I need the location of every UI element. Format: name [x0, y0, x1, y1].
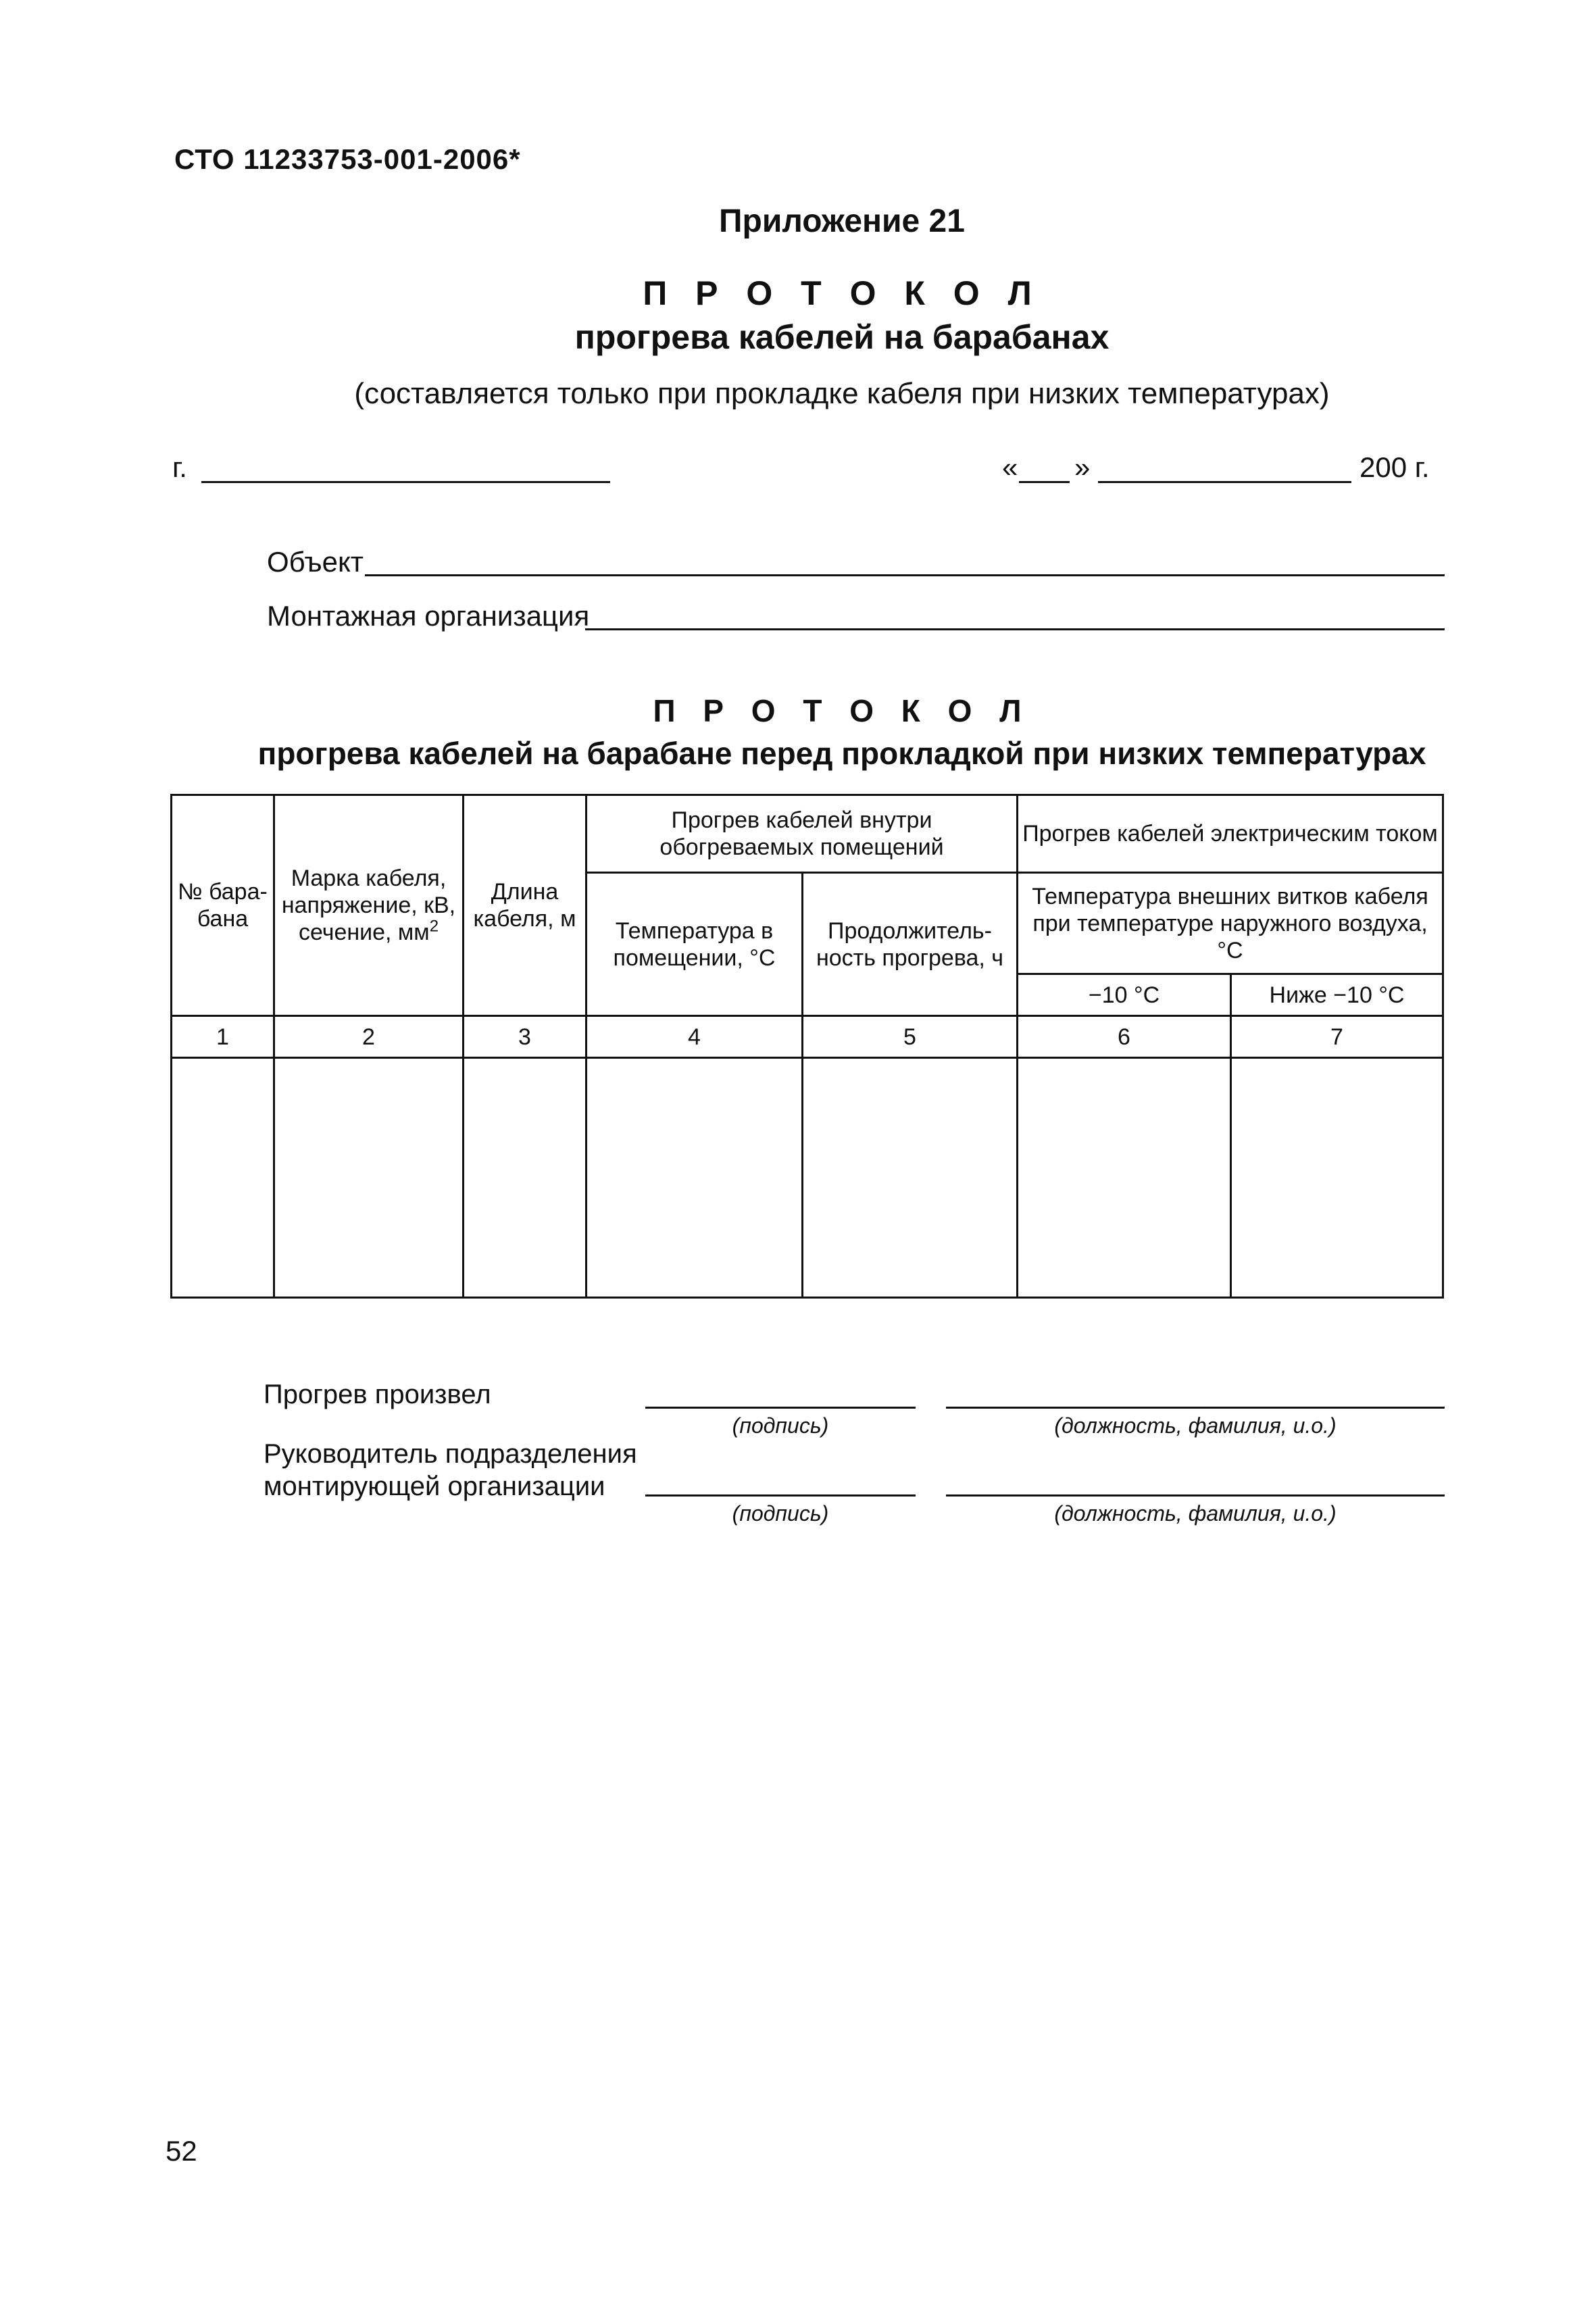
- head-signature-field[interactable]: [645, 1494, 916, 1496]
- signature-caption: (подпись): [732, 1501, 829, 1526]
- performer-position-field[interactable]: [946, 1407, 1445, 1409]
- table-protocol-title: П Р О Т О К О Л: [653, 693, 1031, 728]
- group-inside-header: Прогрев кабелей внутри обогреваемых помещений: [587, 795, 1018, 873]
- date-quote-open: «: [1002, 451, 1018, 483]
- date-quote-close: »: [1074, 451, 1091, 483]
- head-label-line2: монтирующей организации: [264, 1472, 605, 1501]
- date-month-field[interactable]: [1098, 481, 1351, 483]
- head-label-line1: Руководитель подразделения: [264, 1439, 637, 1469]
- table-protocol-subject: прогрева кабелей на барабане перед прокладкой при низких температурах: [257, 736, 1426, 771]
- col-duration-header: Продолжитель-ность прогрева, ч: [803, 873, 1018, 1016]
- col-drum-number-header: № бара-бана: [172, 795, 274, 1016]
- signature-caption: (подпись): [732, 1413, 829, 1438]
- object-label: Объект: [267, 546, 364, 578]
- column-number: 2: [274, 1016, 464, 1058]
- electric-sub-header: Температура внешних витков кабеля при температуре наружного воздуха, °С: [1018, 873, 1443, 974]
- col-cable-brand-header: Марка кабеля, напряжение, кВ, сечение, $мм^2$: [274, 795, 464, 1016]
- col-minus10-header: −10 °С: [1018, 974, 1231, 1016]
- date-year-suffix: 200 г.: [1360, 451, 1430, 483]
- col-cable-length-header: Длина кабеля, м: [464, 795, 587, 1016]
- column-number: 7: [1231, 1016, 1443, 1058]
- data-cell[interactable]: [803, 1058, 1018, 1298]
- position-caption: (должность, фамилия, и.о.): [1054, 1501, 1337, 1526]
- page-number: 52: [166, 2135, 197, 2167]
- column-number: 5: [803, 1016, 1018, 1058]
- position-caption: (должность, фамилия, и.о.): [1054, 1413, 1337, 1438]
- data-cell[interactable]: [1231, 1058, 1443, 1298]
- column-number: 6: [1018, 1016, 1231, 1058]
- column-number: 1: [172, 1016, 274, 1058]
- data-cell[interactable]: [1018, 1058, 1231, 1298]
- heating-table: [170, 794, 1444, 1299]
- appendix-label: Приложение 21: [719, 203, 965, 239]
- protocol-title: П Р О Т О К О Л: [643, 274, 1041, 312]
- data-cell[interactable]: [587, 1058, 803, 1298]
- date-day-field[interactable]: [1019, 481, 1070, 483]
- organization-field[interactable]: [585, 628, 1445, 630]
- data-cell[interactable]: [274, 1058, 464, 1298]
- column-number: 4: [587, 1016, 803, 1058]
- performer-signature-field[interactable]: [645, 1407, 916, 1409]
- document-code: СТО 11233753-001-2006*: [174, 143, 521, 175]
- head-position-field[interactable]: [946, 1494, 1445, 1496]
- data-cell[interactable]: [172, 1058, 274, 1298]
- col-room-temp-header: Температура в помещении, °С: [587, 873, 803, 1016]
- data-cell[interactable]: [464, 1058, 587, 1298]
- city-prefix: г.: [172, 451, 187, 483]
- protocol-subject: прогрева кабелей на барабанах: [574, 318, 1109, 356]
- col-below-minus10-header: Ниже −10 °С: [1231, 974, 1443, 1016]
- protocol-note: (составляется только при прокладке кабеля при низких температурах): [354, 377, 1330, 410]
- column-number: 3: [464, 1016, 587, 1058]
- organization-label: Монтажная организация: [267, 600, 590, 632]
- object-field[interactable]: [365, 574, 1445, 576]
- group-electric-header: Прогрев кабелей электрическим током: [1018, 795, 1443, 873]
- city-field[interactable]: [201, 481, 610, 483]
- performed-by-label: Прогрев произвел: [264, 1380, 491, 1409]
